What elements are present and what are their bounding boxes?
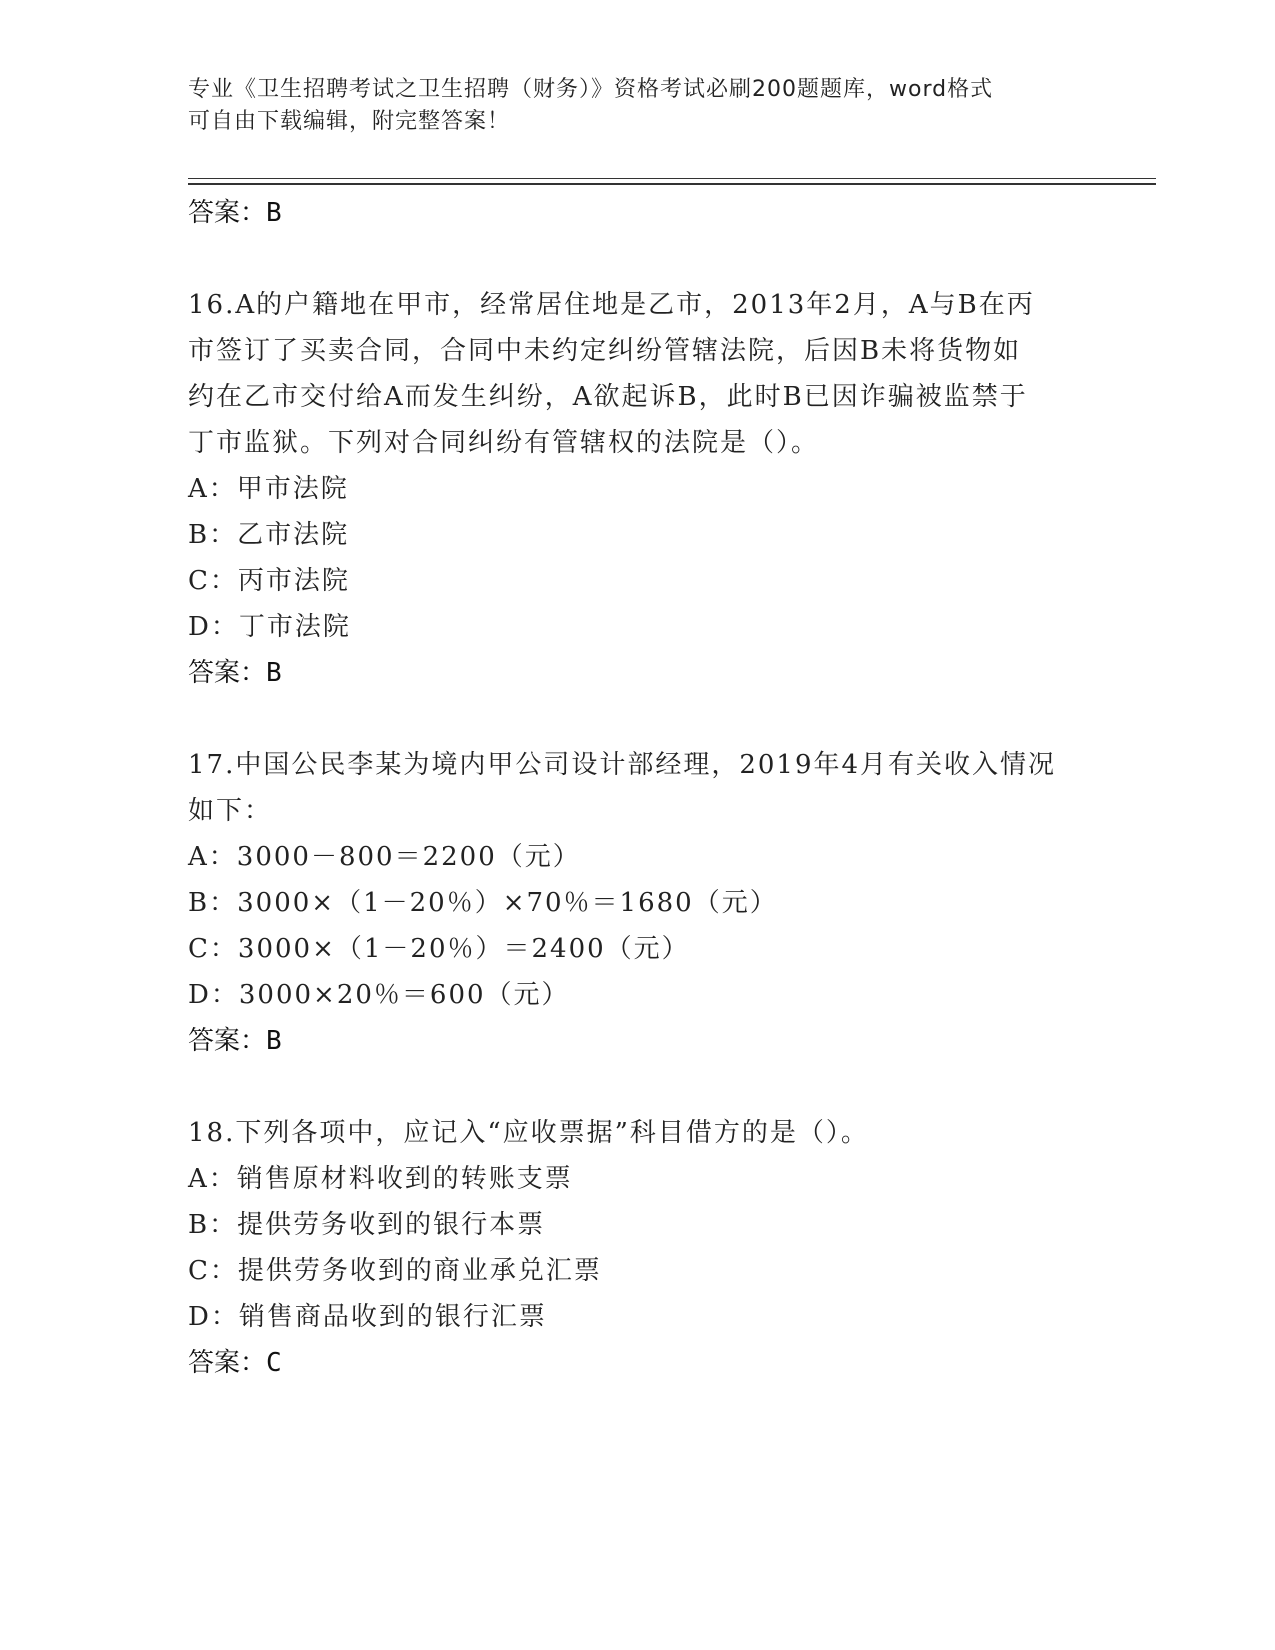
option-key: D： xyxy=(188,612,239,642)
option-key: D： xyxy=(188,1302,239,1332)
answer-value: B xyxy=(266,198,282,228)
option-c xyxy=(188,1248,1088,1294)
question-17 xyxy=(188,742,1088,1064)
question-list xyxy=(188,190,1088,1386)
option-c xyxy=(188,926,1088,972)
option-text: 甲市法院 xyxy=(236,474,349,504)
option-text: 3000－800＝2200（元） xyxy=(236,842,581,872)
spacer xyxy=(188,1064,1088,1110)
option-key: C： xyxy=(188,934,238,964)
option-key: D： xyxy=(188,980,239,1010)
spacer xyxy=(188,236,1088,282)
option-text: 3000×（1－20％）×70％＝1680（元） xyxy=(237,888,778,918)
option-text: 丙市法院 xyxy=(237,566,350,596)
stem-line: 如下： xyxy=(188,796,273,826)
stem-line: 16.A的户籍地在甲市，经常居住地是乙市，2013年2月，A与B在丙 xyxy=(188,290,1035,320)
answer-label: 答案： xyxy=(188,198,267,228)
option-text: 乙市法院 xyxy=(237,520,350,550)
stem-line: 18.下列各项中，应记入“应收票据”科目借方的是（）。 xyxy=(188,1118,869,1148)
answer-label: 答案： xyxy=(188,1026,267,1056)
answer-line xyxy=(188,1018,1088,1064)
question-18 xyxy=(188,1110,1088,1386)
option-d xyxy=(188,1294,1088,1340)
option-key: A： xyxy=(188,842,237,872)
option-d xyxy=(188,604,1088,650)
question-stem xyxy=(188,1110,1088,1156)
option-c xyxy=(188,558,1088,604)
option-text: 销售原材料收到的转账支票 xyxy=(236,1164,573,1194)
answer-value: B xyxy=(266,658,282,688)
spacer xyxy=(188,696,1088,742)
option-key: C： xyxy=(188,1256,238,1286)
question-stem xyxy=(188,742,1088,834)
document-header xyxy=(188,74,1068,138)
header-line-1: 专业《卫生招聘考试之卫生招聘（财务）》资格考试必刷200题题库，word格式 xyxy=(188,77,994,102)
answer-line xyxy=(188,650,1088,696)
option-b xyxy=(188,880,1088,926)
stem-line: 丁市监狱。下列对合同纠纷有管辖权的法院是（）。 xyxy=(188,428,820,458)
option-b xyxy=(188,512,1088,558)
header-line-2: 可自由下载编辑，附完整答案！ xyxy=(188,109,511,134)
stem-line: 约在乙市交付给A而发生纠纷，A欲起诉B，此时B已因诈骗被监禁于 xyxy=(188,382,1028,412)
option-text: 提供劳务收到的商业承兑汇票 xyxy=(237,1256,602,1286)
answer-line xyxy=(188,190,1088,236)
answer-label: 答案： xyxy=(188,1348,267,1378)
option-key: A： xyxy=(188,474,237,504)
header-divider-thick xyxy=(188,183,1156,185)
option-text: 3000×20％＝600（元） xyxy=(238,980,570,1010)
option-key: B： xyxy=(188,888,238,918)
option-a xyxy=(188,834,1088,880)
option-key: B： xyxy=(188,1210,238,1240)
option-text: 丁市法院 xyxy=(238,612,351,642)
answer-value: C xyxy=(266,1348,282,1378)
answer-label: 答案： xyxy=(188,658,267,688)
option-text: 销售商品收到的银行汇票 xyxy=(238,1302,547,1332)
option-key: C： xyxy=(188,566,238,596)
option-text: 3000×（1－20％）＝2400（元） xyxy=(237,934,690,964)
question-16 xyxy=(188,282,1088,696)
answer-value: B xyxy=(266,1026,282,1056)
answer-line xyxy=(188,1340,1088,1386)
stem-line: 17.中国公民李某为境内甲公司设计部经理，2019年4月有关收入情况 xyxy=(188,750,1057,780)
option-b xyxy=(188,1202,1088,1248)
option-text: 提供劳务收到的银行本票 xyxy=(237,1210,546,1240)
option-a xyxy=(188,1156,1088,1202)
stem-line: 市签订了买卖合同，合同中未约定纠纷管辖法院，后因B未将货物如 xyxy=(188,336,1022,366)
option-d xyxy=(188,972,1088,1018)
option-key: B： xyxy=(188,520,238,550)
header-divider-thin xyxy=(188,178,1156,179)
option-key: A： xyxy=(188,1164,237,1194)
question-stem xyxy=(188,282,1088,466)
option-a xyxy=(188,466,1088,512)
